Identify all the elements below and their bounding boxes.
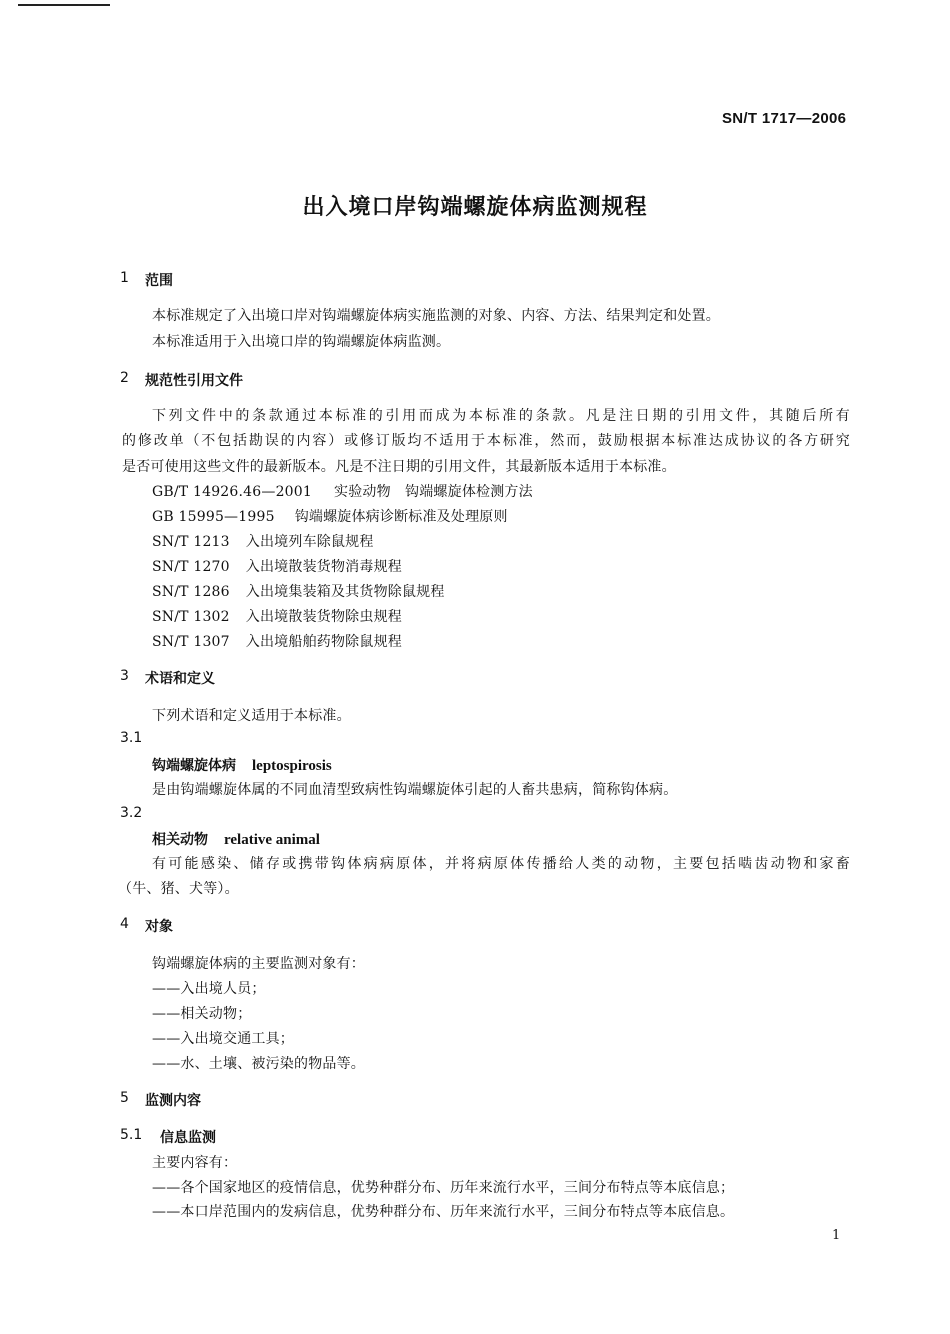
reference-title: 钩端螺旋体病诊断标准及处理原则 <box>294 509 508 525</box>
paragraph-line: 的修改单（不包括勘误的内容）或修订版均不适用于本标准，然而，鼓励根据本标准达成协议的各方研究 <box>122 433 850 449</box>
reference-code: SN/T 1286 <box>152 584 230 600</box>
paragraph: 钩端螺旋体病的主要监测对象有： <box>152 956 365 972</box>
section-3-heading: 术语和定义 <box>145 671 215 687</box>
reference-item <box>152 531 374 551</box>
paragraph-line: 下列文件中的条款通过本标准的引用而成为本标准的条款。凡是注日期的引用文件，其随后所有 <box>152 408 850 424</box>
section-2-number: 2 <box>120 370 129 386</box>
section-4-heading: 对象 <box>145 919 173 935</box>
list-item: ——本口岸范围内的发病信息，优势种群分布、历年来流行水平，三间分布特点等本底信息。 <box>152 1204 735 1220</box>
term-en: leptospirosis <box>252 758 332 774</box>
paragraph: 主要内容有： <box>152 1155 238 1171</box>
term-number: 3.2 <box>120 805 143 821</box>
reference-title: 入出境散装货物消毒规程 <box>245 559 402 575</box>
reference-title: 入出境集装箱及其货物除鼠规程 <box>245 584 445 600</box>
section-5-number: 5 <box>120 1090 129 1106</box>
reference-title: 入出境船舶药物除鼠规程 <box>245 634 402 650</box>
page-title: 出入境口岸钩端螺旋体病监测规程 <box>302 195 648 220</box>
list-item: ——相关动物； <box>152 1006 252 1022</box>
list-item: ——各个国家地区的疫情信息，优势种群分布、历年来流行水平，三间分布特点等本底信息； <box>152 1180 735 1196</box>
term-entry <box>152 755 332 775</box>
reference-item <box>152 606 402 626</box>
page-number: 1 <box>832 1228 841 1243</box>
standard-number: SN/T 1717—2006 <box>722 110 847 127</box>
reference-code: SN/T 1302 <box>152 609 230 625</box>
section-5-heading: 监测内容 <box>145 1093 201 1109</box>
reference-code: SN/T 1270 <box>152 559 230 575</box>
term-definition: 是由钩端螺旋体属的不同血清型致病性钩端螺旋体引起的人畜共患病，简称钩体病。 <box>152 782 678 798</box>
section-3-number: 3 <box>120 668 129 684</box>
reference-title: 实验动物 钩端螺旋体检测方法 <box>334 484 533 500</box>
section-1-number: 1 <box>120 270 129 286</box>
list-item: ——水、土壤、被污染的物品等。 <box>152 1056 365 1072</box>
reference-item <box>152 581 445 601</box>
reference-title: 入出境散装货物除虫规程 <box>245 609 402 625</box>
paragraph: 本标准适用于入出境口岸的钩端螺旋体病监测。 <box>152 334 451 350</box>
top-rule <box>18 4 110 6</box>
term-definition: 有可能感染、储存或携带钩体病病原体，并将病原体传播给人类的动物，主要包括啮齿动物和家畜 <box>152 856 850 872</box>
term-number: 3.1 <box>120 730 143 746</box>
reference-item <box>152 481 533 501</box>
reference-item <box>152 631 402 651</box>
section-2-heading: 规范性引用文件 <box>145 373 243 389</box>
section-1-heading: 范围 <box>145 273 173 289</box>
reference-item <box>152 556 402 576</box>
list-item: ——入出境交通工具； <box>152 1031 294 1047</box>
paragraph: 本标准规定了入出境口岸对钩端螺旋体病实施监测的对象、内容、方法、结果判定和处置。 <box>152 308 720 324</box>
term-cn: 钩端螺旋体病 <box>152 758 236 774</box>
subsection-5-1-number: 5.1 <box>120 1127 143 1143</box>
subsection-5-1-heading: 信息监测 <box>160 1130 216 1146</box>
term-definition: （牛、猪、犬等）。 <box>118 881 239 897</box>
paragraph: 下列术语和定义适用于本标准。 <box>152 708 351 724</box>
reference-code: GB/T 14926.46—2001 <box>152 484 313 500</box>
list-item: ——入出境人员； <box>152 981 266 997</box>
term-en: relative animal <box>224 832 320 848</box>
term-cn: 相关动物 <box>152 832 208 848</box>
term-entry <box>152 829 320 849</box>
paragraph-line: 是否可使用这些文件的最新版本。凡是不注日期的引用文件，其最新版本适用于本标准。 <box>122 459 676 475</box>
reference-item <box>152 506 508 526</box>
reference-code: SN/T 1307 <box>152 634 230 650</box>
section-4-number: 4 <box>120 916 129 932</box>
reference-title: 入出境列车除鼠规程 <box>245 534 374 550</box>
reference-code: GB 15995—1995 <box>152 509 275 525</box>
reference-code: SN/T 1213 <box>152 534 230 550</box>
